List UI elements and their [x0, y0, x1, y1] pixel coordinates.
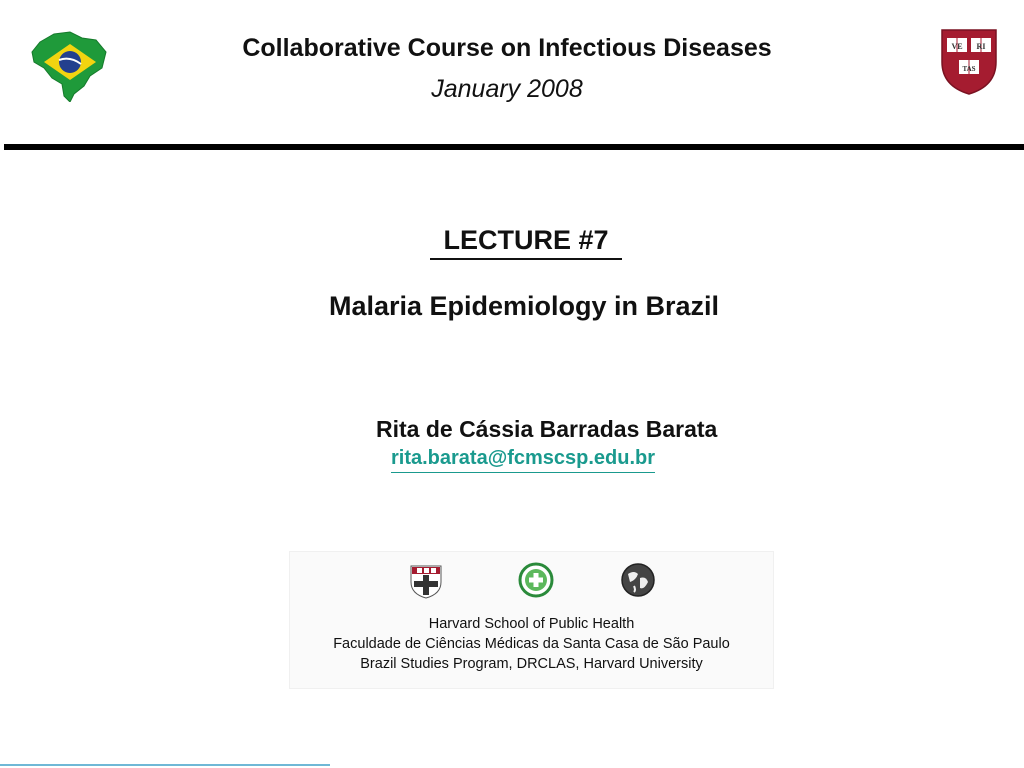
lecture-number: LECTURE #7 [430, 225, 622, 260]
shield-text-ve: VE [951, 42, 963, 51]
author-name: Rita de Cássia Barradas Barata [376, 416, 718, 442]
institutions-panel [289, 551, 774, 689]
lecture-title: Malaria Epidemiology in Brazil [328, 291, 720, 321]
harvard-sph-shield-icon [409, 564, 443, 600]
institution-drclas: Brazil Studies Program, DRCLAS, Harvard University [360, 656, 703, 672]
shield-text-ri: RI [976, 42, 986, 51]
author-email-link[interactable]: rita.barata@fcmscsp.edu.br [391, 447, 655, 473]
shield-text-tas: TAS [962, 65, 976, 73]
course-title: Collaborative Course on Infectious Diseases [242, 34, 772, 62]
institution-santa-casa: Faculdade de Ciências Médicas da Santa Casa de São Paulo [333, 636, 730, 652]
institution-hsph: Harvard School of Public Health [428, 616, 635, 632]
header-divider [4, 144, 1024, 150]
harvard-shield-icon [940, 28, 998, 96]
globe-icon [620, 562, 654, 598]
green-cross-circle-icon [518, 562, 552, 598]
footer-accent-line [0, 764, 330, 766]
institutions-list [290, 614, 773, 674]
course-date: January 2008 [431, 75, 583, 103]
